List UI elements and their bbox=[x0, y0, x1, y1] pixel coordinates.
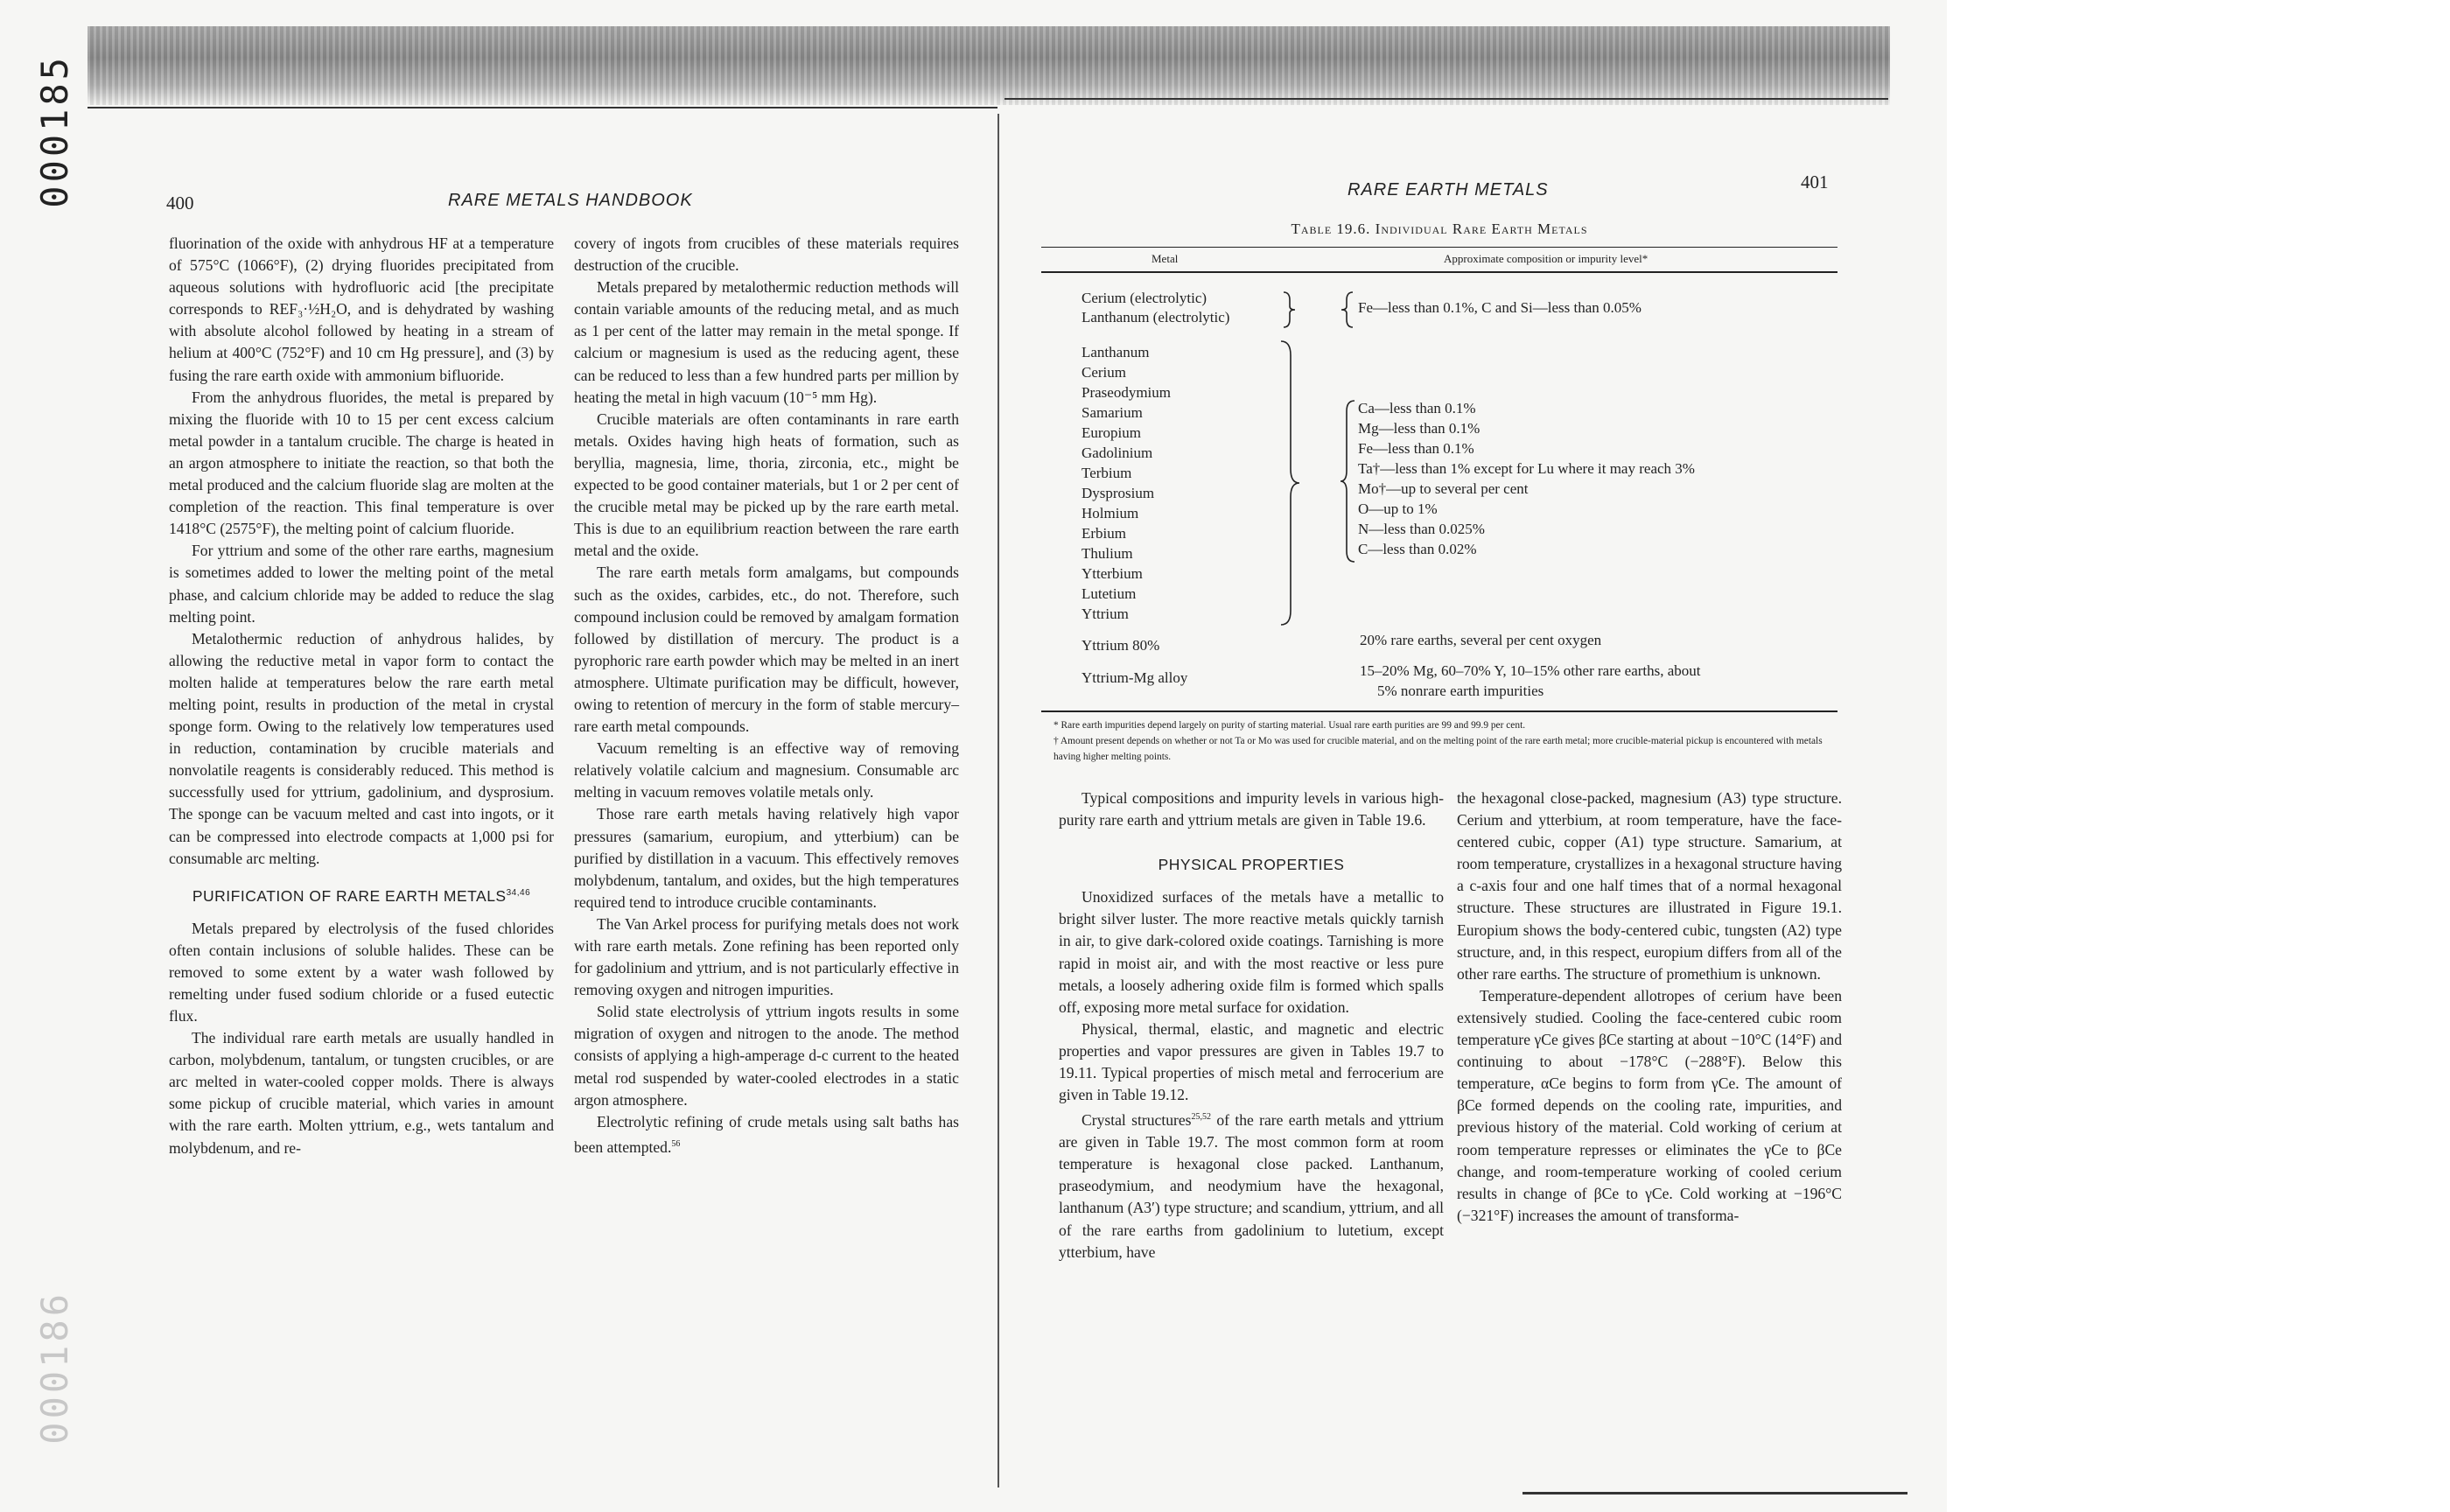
paragraph: Crystal structures$^{25,52}$ of the rare earth metals and yttrium are given in Table 19.7. The most common form at room temperature is hexagonal close packed. Lanthanum, praseodymium, and neodymium have the hexagonal, lanthanum (A3′) type structure; and scandium, yttrium, and all of the rare earths from gadolinium to lutetium, except ytterbium, have bbox=[1059, 1111, 1444, 1261]
section-heading: PHYSICAL PROPERTIES bbox=[1158, 856, 1345, 874]
table-metal-cell: Lanthanum bbox=[1082, 344, 1150, 360]
table-bottom-rule bbox=[1041, 710, 1838, 712]
right-page-column-1 bbox=[1059, 788, 1444, 1264]
paragraph: Unoxidized surfaces of the metals have a metallic to bright silver luster. The more reactive metals quickly tarnish in air, to give dark-colored oxide coatings. Tarnishing is more rapid in moist air, and with the most reactive or less pure metals, a loosely adhering oxide film is formed which spalls off, exposing more metal surface for oxidation. bbox=[1059, 888, 1444, 1016]
table-metal-cell: Yttrium 80% bbox=[1082, 637, 1160, 654]
table-metal-cell: Ytterbium bbox=[1082, 565, 1143, 582]
table-metal-cell: Yttrium-Mg alloy bbox=[1082, 669, 1188, 686]
paragraph: Metals prepared by electrolysis of the fused chlorides often contain inclusions of soluble halides. These can be removed to some extent by a water wash followed by remelting under fused sodium chloride or a fused eutectic flux. bbox=[169, 919, 554, 1026]
table-composition-cell: Ta†—less than 1% except for Lu where it may reach 3% bbox=[1358, 460, 1695, 477]
paragraph: Vacuum remelting is an effective way of removing relatively volatile calcium and magnesium. Consumable arc melting in vacuum removes volatile metals only. bbox=[574, 739, 959, 802]
paragraph: For yttrium and some of the other rare earths, magnesium is sometimes added to lower the melting point of the metal phase, and calcium chloride may be added to reduce the slag melting point. bbox=[169, 542, 554, 626]
frame-number-stamp-faded: 000186 bbox=[33, 1291, 76, 1445]
table-composition-cell: Mo†—up to several per cent bbox=[1358, 480, 1529, 497]
table-composition-cell: O—up to 1% bbox=[1358, 500, 1438, 517]
paragraph: Crucible materials are often contaminants in rare earth metals. Oxides having high heats of formation, such as beryllia, magnesia, lime, thoria, zirconia, etc., might be expected to be good container materials, but 1 or 2 per cent of the crucible metal may be picked up by the rare earth metal. This is due to an equilibrium reaction between the rare earth metal and the oxide. bbox=[574, 410, 959, 560]
table-title: Table 19.6. Individual Rare Earth Metals bbox=[1291, 220, 1588, 237]
table-composition-cell: N—less than 0.025% bbox=[1358, 521, 1485, 537]
table-footnotes bbox=[1054, 718, 1832, 765]
table-top-rule bbox=[1041, 247, 1838, 248]
right-brace-icon bbox=[1279, 340, 1302, 628]
paragraph: the hexagonal close-packed, magnesium (A3) type structure. Cerium and ytterbium, at room temperature, have the face-centered cubic, copper (A1) type structure. Samarium, at room temperature, crystallizes in a hexagonal structure having a c-axis four and one half times that of a normal hexagonal structure. These structures are illustrated in Figure 19.1. Europium shows the body-centered cubic, tungsten (A2) type structure, and, in this respect, europium differs from all of the other rare earths. The structure of promethium is unknown. bbox=[1457, 789, 1842, 983]
table-metal-cell: Erbium bbox=[1082, 525, 1126, 542]
right-page-bottom-edge bbox=[1522, 1492, 1908, 1494]
paragraph: Those rare earth metals having relatively high vapor pressures (samarium, europium, and ytterbium) can be purified by distillation in a vacuum. This effectively removes molybdenum, tantalum, and oxides, but the high temperatures required tend to introduce crucible contaminants. bbox=[574, 805, 959, 911]
table-composition-cell: 5% nonrare earth impurities bbox=[1377, 682, 1544, 699]
page-gutter bbox=[998, 114, 999, 1488]
running-head-left: RARE METALS HANDBOOK bbox=[448, 191, 693, 210]
paragraph: The individual rare earth metals are usually handled in carbon, molybdenum, tantalum, or tungsten crucibles, or are arc melted in water-cooled copper molds. There is always some pickup of crucible material, which varies in amount with the rare earth. Molten yttrium, e.g., wets tantalum and molybdenum, and re- bbox=[169, 1029, 554, 1157]
page-number-right: 401 bbox=[1801, 172, 1829, 192]
binding-shadow bbox=[88, 26, 1890, 105]
table-metal-cell: Terbium bbox=[1082, 465, 1132, 481]
table-metal-cell: Thulium bbox=[1082, 545, 1133, 562]
left-page-column-1 bbox=[169, 233, 554, 1159]
table-composition-cell: Fe—less than 0.1%, C and Si—less than 0.05% bbox=[1358, 299, 1642, 316]
table-footnote: † Amount present depends on whether or not Ta or Mo was used for crucible material, and on the melting point of the rare earth metal; more crucible-material pickup is encountered with metals having higher melting points. bbox=[1054, 736, 1823, 762]
left-brace-icon bbox=[1339, 290, 1354, 329]
table-composition-cell: Fe—less than 0.1% bbox=[1358, 440, 1474, 457]
table-metal-cell: Lanthanum (electrolytic) bbox=[1082, 309, 1230, 326]
right-page-top-edge bbox=[1004, 98, 1888, 100]
page-number-left: 400 bbox=[166, 192, 194, 214]
table-metal-cell: Dysprosium bbox=[1082, 485, 1155, 501]
paragraph: Metals prepared by metalothermic reduction methods will contain variable amounts of the reducing metal, and as much as 1 per cent of the latter may remain in the metal sponge. If calcium or magnesium is used as the reducing agent, these can be reduced to less than a few hundred parts per million by heating the metal in high vacuum (10⁻⁵ mm Hg). bbox=[574, 278, 959, 406]
table-footnote: * Rare earth impurities depend largely on purity of starting material. Usual rare earth purities are 99 and 99.9 per cent. bbox=[1054, 720, 1526, 731]
table-composition-cell: 15–20% Mg, 60–70% Y, 10–15% other rare earths, about bbox=[1360, 662, 1701, 679]
section-heading: PURIFICATION OF RARE EARTH METALS$^{34,46}$ bbox=[192, 886, 531, 905]
running-head-right: RARE EARTH METALS bbox=[1348, 180, 1549, 200]
table-metal-cell: Holmium bbox=[1082, 505, 1139, 522]
right-page-column-2 bbox=[1457, 788, 1842, 1227]
table-composition-cell: Mg—less than 0.1% bbox=[1358, 420, 1480, 437]
left-page-top-edge bbox=[88, 107, 998, 108]
paragraph: Physical, thermal, elastic, and magnetic and electric properties and vapor pressures are given in Tables 19.7 to 19.11. Typical properties of misch metal and ferrocerium are given in Table 19.12. bbox=[1059, 1019, 1444, 1104]
table-composition-cell: Ca—less than 0.1% bbox=[1358, 400, 1476, 416]
paragraph: Metalothermic reduction of anhydrous halides, by allowing the reductive metal in vapor form to contact the molten halide at temperatures below the rare earth metal melting point, results in production of the metal in crystal sponge form. Owing to the relatively low temperatures used in reduction, contamination by crucible materials and nonvolatile reagents is considerably reduced. This method is successfully used for yttrium, gadolinium, and dysprosium. The sponge can be vacuum melted and cast into ingots, or it can be compressed into electrode compacts at 1,000 psi for consumable arc melting. bbox=[169, 629, 554, 867]
paragraph: The Van Arkel process for purifying metals does not work with rare earth metals. Zone refining has been reported only for gadolinium and yttrium, and is not particularly effective in removing oxygen and nitrogen impurities. bbox=[574, 914, 959, 999]
left-brace-icon bbox=[1339, 399, 1356, 565]
table-header-rule bbox=[1041, 271, 1838, 273]
right-brace-icon bbox=[1282, 290, 1298, 329]
paragraph: fluorination of the oxide with anhydrous HF at a temperature of 575°C (1066°F), (2) drying fluorides precipitated from aqueous solutions with hydrofluoric acid [the precipitate corresponds to REF₃·½H₂O, and is dehydrated by washing with absolute alcohol followed by heating in a stream of helium at 400°C (752°F) and 10 cm Hg pressure], and (3) by fusing the rare earth oxide with ammonium bifluoride. bbox=[169, 234, 554, 384]
paragraph: Electrolytic refining of crude metals using salt baths has been attempted.$^{56}$ bbox=[574, 1112, 959, 1156]
table-metal-cell: Gadolinium bbox=[1082, 444, 1153, 461]
table-header-metal: Metal bbox=[1152, 252, 1179, 265]
table-metal-cell: Cerium bbox=[1082, 364, 1126, 381]
table-metal-cell: Samarium bbox=[1082, 404, 1143, 421]
table-header-composition: Approximate composition or impurity level* bbox=[1444, 252, 1648, 265]
paragraph: Solid state electrolysis of yttrium ingots results in some migration of oxygen and nitrogen to the anode. The method consists of applying a high-amperage d-c current to the heated metal rod suspended by water-cooled electrodes in a static argon atmosphere. bbox=[574, 1003, 959, 1109]
paragraph: Temperature-dependent allotropes of cerium have been extensively studied. Cooling the face-centered cubic room temperature γCe gives βCe starting at about −10°C (14°F) and continuing to about −178°C (−288°F). Below this temperature, αCe begins to form from γCe. The amount of βCe formed depends on the cooling rate, impurities, and previous history of the material. Cold working of cerium at room temperature represses or eliminates the γCe to βCe change, and room-temperature working of cooled cerium results in change of βCe to γCe. Cold working at −196°C (−321°F) increases the amount of transforma- bbox=[1457, 986, 1842, 1224]
table-metal-cell: Cerium (electrolytic) bbox=[1082, 290, 1208, 306]
table-metal-cell: Lutetium bbox=[1082, 585, 1137, 602]
left-page-column-2 bbox=[574, 233, 959, 1158]
table-metal-cell: Praseodymium bbox=[1082, 384, 1171, 401]
table-composition-cell: C—less than 0.02% bbox=[1358, 541, 1477, 557]
paragraph: The rare earth metals form amalgams, but compounds such as the oxides, carbides, etc., do not. Therefore, such compound inclusion could be removed by amalgam formation followed by distillation of mercury. The product is a pyrophoric rare earth powder which may be melted in an inert atmosphere. Ultimate purification may be difficult, however, owing to retention of mercury in the form of stable mercury–rare earth metal compounds. bbox=[574, 564, 959, 736]
paragraph: Typical compositions and impurity levels in various high-purity rare earth and yttrium metals are given in Table 19.6. bbox=[1059, 789, 1444, 830]
table-metal-cell: Yttrium bbox=[1082, 606, 1129, 622]
frame-number-stamp: 000185 bbox=[33, 54, 76, 208]
table-metal-cell: Europium bbox=[1082, 424, 1141, 441]
paragraph: covery of ingots from crucibles of these materials requires destruction of the crucible. bbox=[574, 234, 959, 275]
paragraph: From the anhydrous fluorides, the metal is prepared by mixing the fluoride with 10 to 15 per cent excess calcium metal powder in a tantalum crucible. The charge is heated in an argon atmosphere to initiate the reaction, so that both the metal produced and the calcium fluoride slag are molten at the completion of the reaction. This final temperature is over 1418°C (2575°F), the melting point of calcium fluoride. bbox=[169, 388, 554, 538]
table-composition-cell: 20% rare earths, several per cent oxygen bbox=[1360, 632, 1602, 648]
